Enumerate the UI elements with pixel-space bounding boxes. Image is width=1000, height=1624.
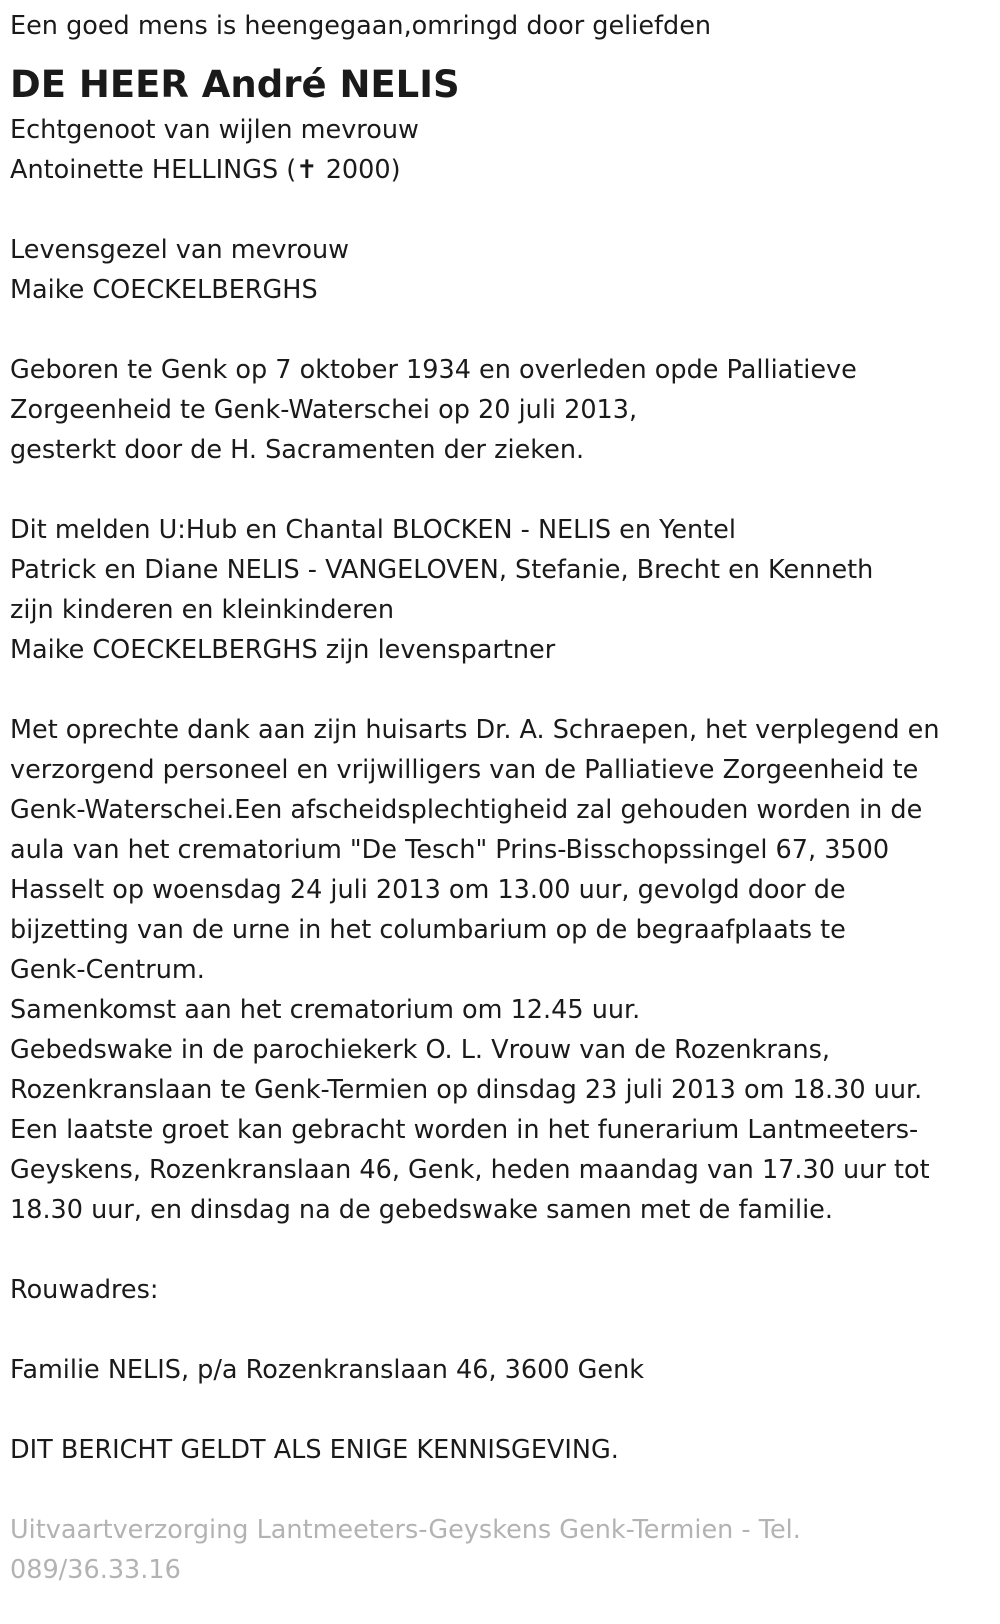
spacer: [10, 1470, 1000, 1510]
funeral-home-line-2: 089/36.33.16: [10, 1555, 181, 1585]
details-line-5: Hasselt op woensdag 24 juli 2013 om 13.00 uur, gevolgd door de: [10, 875, 846, 905]
intro-text: Een goed mens is heengegaan,omringd door geliefden: [10, 11, 712, 41]
spacer: [10, 470, 1000, 510]
spacer: [10, 190, 1000, 230]
details-line-7: Genk-Centrum.: [10, 955, 205, 985]
details-line-13: 18.30 uur, en dinsdag na de gebedswake samen met de familie.: [10, 1195, 833, 1225]
details-line-4: aula van het crematorium "De Tesch" Prins-Bisschopssingel 67, 3500: [10, 835, 890, 865]
spacer: [10, 1310, 1000, 1350]
spacer: [10, 1230, 1000, 1270]
details-line-2: verzorgend personeel en vrijwilligers van de Palliatieve Zorgeenheid te: [10, 755, 919, 785]
notice-text: DIT BERICHT GELDT ALS ENIGE KENNISGEVING.: [10, 1435, 619, 1465]
details-line-1: Met oprechte dank aan zijn huisarts Dr. A. Schraepen, het verplegend en: [10, 715, 940, 745]
details-line-8: Samenkomst aan het crematorium om 12.45 uur.: [10, 995, 641, 1025]
announcers-line-4: Maike COECKELBERGHS zijn levenspartner: [10, 635, 556, 665]
spacer: [10, 1390, 1000, 1430]
spouse-line-2: Antoinette HELLINGS (✝ 2000): [10, 155, 401, 185]
details-line-11: Een laatste groet kan gebracht worden in het funerarium Lantmeeters-: [10, 1115, 919, 1145]
spacer: [10, 670, 1000, 710]
details-line-12: Geyskens, Rozenkranslaan 46, Genk, heden maandag van 17.30 uur tot: [10, 1155, 930, 1185]
details-line-10: Rozenkranslaan te Genk-Termien op dinsdag 23 juli 2013 om 18.30 uur.: [10, 1075, 923, 1105]
partner-line-2: Maike COECKELBERGHS: [10, 275, 318, 305]
deceased-name: DE HEER André NELIS: [10, 63, 460, 106]
announcers-line-3: zijn kinderen en kleinkinderen: [10, 595, 394, 625]
spacer: [10, 310, 1000, 350]
details-line-6: bijzetting van de urne in het columbarium op de begraafplaats te: [10, 915, 846, 945]
announcers-line-2: Patrick en Diane NELIS - VANGELOVEN, Stefanie, Brecht en Kenneth: [10, 555, 874, 585]
spouse-line-1: Echtgenoot van wijlen mevrouw: [10, 115, 419, 145]
mourning-address: Familie NELIS, p/a Rozenkranslaan 46, 3600 Genk: [10, 1355, 645, 1385]
birth-death-line-3: gesterkt door de H. Sacramenten der zieken.: [10, 435, 585, 465]
announcers-line-1: Dit melden U:Hub en Chantal BLOCKEN - NELIS en Yentel: [10, 515, 736, 545]
birth-death-line-1: Geboren te Genk op 7 oktober 1934 en overleden opde Palliatieve: [10, 355, 857, 385]
address-label: Rouwadres:: [10, 1275, 159, 1305]
details-line-3: Genk-Waterschei.Een afscheidsplechtigheid zal gehouden worden in de: [10, 795, 923, 825]
details-line-9: Gebedswake in de parochiekerk O. L. Vrouw van de Rozenkrans,: [10, 1035, 831, 1065]
partner-line-1: Levensgezel van mevrouw: [10, 235, 349, 265]
funeral-home-line-1: Uitvaartverzorging Lantmeeters-Geyskens Genk-Termien - Tel.: [10, 1515, 801, 1545]
birth-death-line-2: Zorgeenheid te Genk-Waterschei op 20 juli 2013,: [10, 395, 638, 425]
